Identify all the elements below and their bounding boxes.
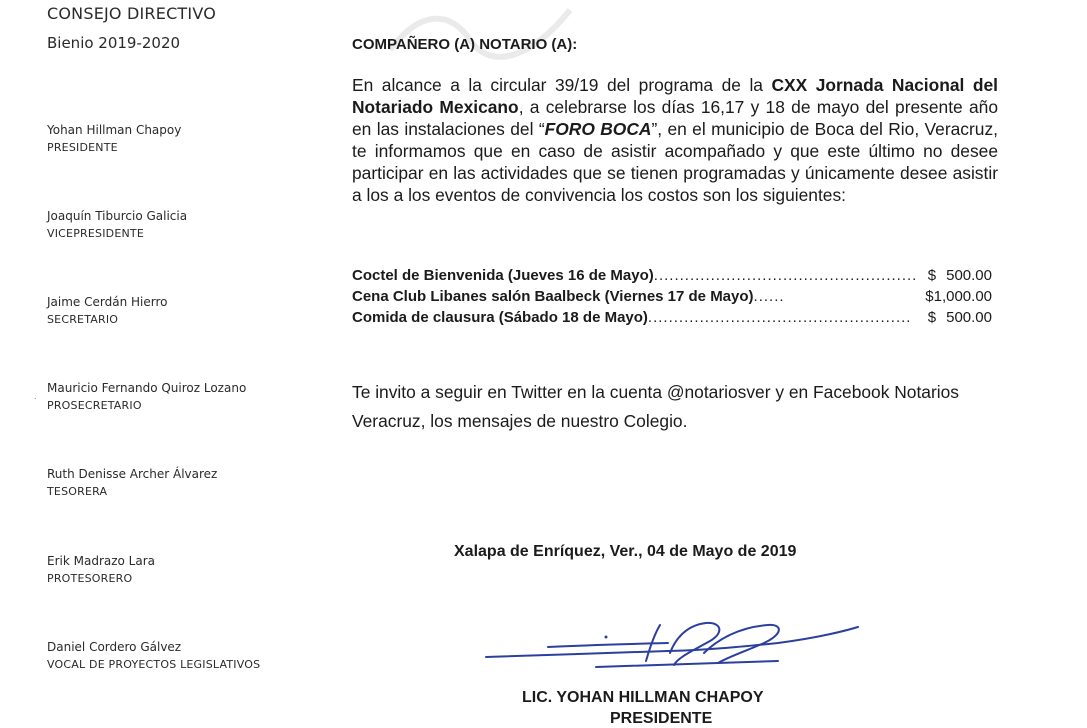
scan-speck: .	[34, 392, 37, 401]
cost-currency: $	[927, 267, 937, 284]
member-entry	[47, 208, 187, 243]
council-sidebar	[0, 0, 320, 725]
cost-row	[352, 286, 992, 307]
member-entry	[47, 553, 155, 588]
member-name: Ruth Denisse Archer Álvarez	[47, 467, 218, 481]
intro-text: En alcance a la circular 39/19 del programa de la	[352, 75, 772, 95]
cost-row	[352, 265, 992, 286]
member-name: Mauricio Fernando Quiroz Lozano	[47, 381, 247, 395]
date-line: Xalapa de Enríquez, Ver., 04 de Mayo de 2019	[454, 543, 797, 560]
member-role: VICEPRESIDENTE	[47, 227, 144, 240]
cost-currency: $	[925, 288, 934, 305]
member-role: PRESIDENTE	[47, 141, 118, 154]
social-paragraph: Te invito a seguir en Twitter en la cuenta @notariosver y en Facebook Notarios Veracruz, los mensajes de nuestro Colegio.	[352, 382, 959, 431]
cost-amount: 1,000.00	[933, 288, 992, 305]
intro-text: , a celebrarse los días 16,17 y 18 de mayo del presente año en las instalaciones del “	[352, 97, 999, 139]
member-entry	[47, 122, 181, 157]
cost-list	[352, 265, 992, 328]
intro-paragraph	[352, 74, 998, 206]
member-name: Yohan Hillman Chapoy	[47, 123, 182, 137]
salutation: COMPAÑERO (A) NOTARIO (A):	[352, 36, 578, 53]
member-role: PROSECRETARIO	[47, 399, 142, 412]
cost-currency: $	[927, 309, 937, 326]
member-name: Daniel Cordero Gálvez	[47, 640, 182, 654]
council-term: Bienio 2019-2020	[47, 34, 181, 52]
member-name: Joaquín Tiburcio Galicia	[47, 209, 188, 223]
signer-title: PRESIDENTE	[610, 710, 713, 727]
cost-leader-dots: ...................................................	[647, 309, 912, 326]
cost-row	[352, 307, 992, 328]
member-entry	[47, 294, 167, 329]
cost-leader-dots: ......	[753, 288, 785, 305]
member-name: Erik Madrazo Lara	[47, 554, 156, 568]
venue-name: FORO BOCA	[544, 119, 652, 139]
council-title: CONSEJO DIRECTIVO	[47, 4, 216, 23]
signer-name: LIC. YOHAN HILLMAN CHAPOY	[522, 689, 764, 706]
intro-text: ”, en el municipio de Boca del Rio, Veracruz, te informamos que en caso de asistir acompañado y que este último no desee participar en las actividades que se tienen programadas y únicamente desee asistir a los a los eventos de convivencia los costos son los siguientes:	[352, 119, 998, 205]
member-entry	[47, 380, 246, 415]
member-role: PROTESORERO	[47, 572, 133, 585]
cost-amount: 500.00	[946, 267, 992, 284]
member-entry	[47, 466, 217, 501]
cost-amount: 500.00	[946, 309, 992, 326]
member-role: SECRETARIO	[47, 313, 119, 326]
cost-leader-dots: ...................................................	[653, 267, 918, 284]
event-name: CXX Jornada Nacional del Notariado Mexicano	[352, 75, 998, 117]
handwritten-signature	[478, 617, 868, 677]
cost-label: Comida de clausura (Sábado 18 de Mayo)	[352, 309, 648, 326]
cost-label: Coctel de Bienvenida (Jueves 16 de Mayo)	[352, 267, 654, 284]
member-role: TESORERA	[47, 485, 108, 498]
member-entry	[47, 639, 260, 674]
cost-label: Cena Club Libanes salón Baalbeck (Viernes 17 de Mayo)	[352, 288, 754, 305]
member-role: VOCAL DE PROYECTOS LEGISLATIVOS	[47, 658, 261, 671]
member-name: Jaime Cerdán Hierro	[47, 295, 168, 309]
